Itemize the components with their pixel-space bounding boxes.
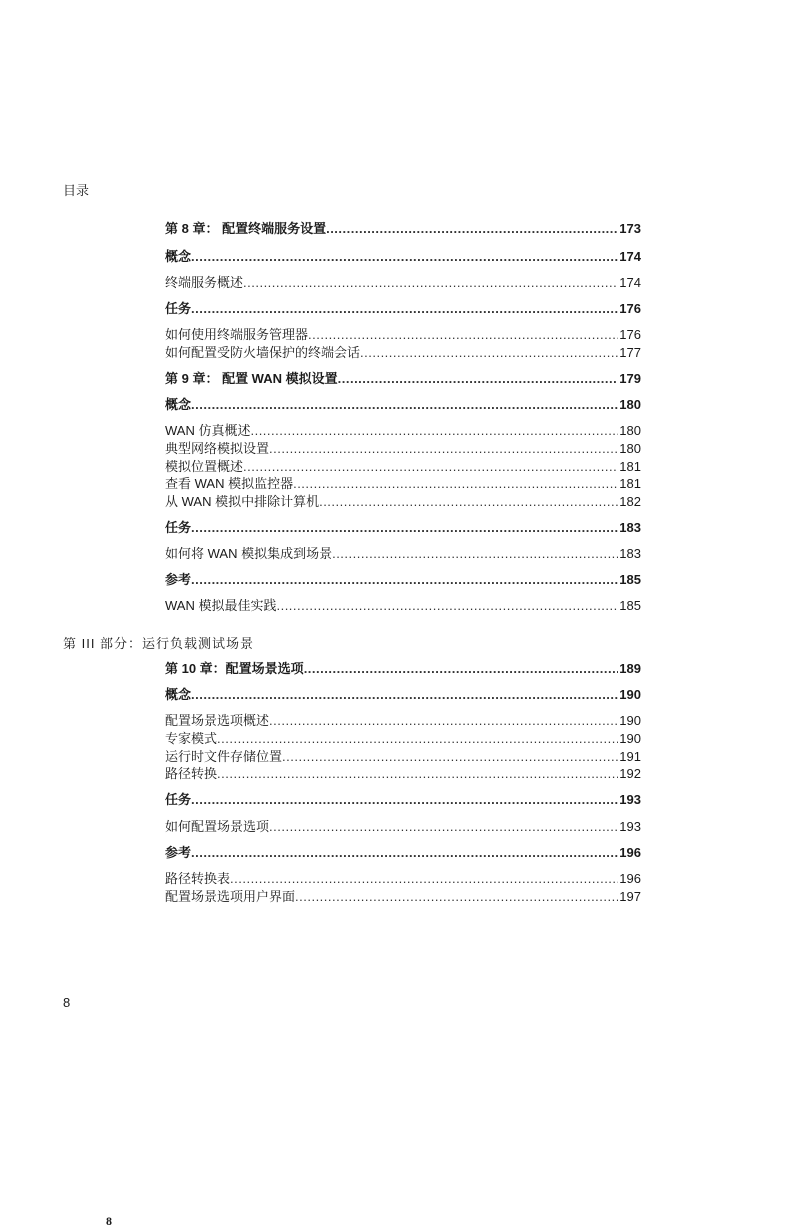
toc-entry-title: 第 8 章： 配置终端服务设置 xyxy=(165,221,327,236)
toc-entry-page: 180 xyxy=(619,441,641,456)
dot-leader xyxy=(326,221,618,237)
toc-entry-title: 终端服务概述 xyxy=(165,275,244,290)
toc-entry-title: 概念 xyxy=(165,687,192,702)
part-title: 第 III 部分：运行负载测试场景 xyxy=(63,636,255,651)
toc-entry-title: 路径转换 xyxy=(165,766,218,781)
toc-entry[interactable] xyxy=(165,476,641,492)
toc-entry-page: 192 xyxy=(619,766,641,781)
toc-entry-page: 180 xyxy=(619,397,641,412)
toc-entry[interactable] xyxy=(165,301,641,317)
dot-leader xyxy=(191,792,618,808)
toc-entry[interactable] xyxy=(165,819,641,835)
dot-leader xyxy=(308,327,618,343)
toc-entry-page: 181 xyxy=(619,459,641,474)
dot-leader xyxy=(360,345,618,361)
toc-entry-page: 173 xyxy=(619,221,641,236)
dot-leader xyxy=(243,459,618,475)
toc-entry[interactable] xyxy=(165,249,641,265)
toc-entry[interactable] xyxy=(165,327,641,343)
dot-leader xyxy=(230,871,618,887)
toc-entry-page: 190 xyxy=(619,713,641,728)
dot-leader xyxy=(250,423,618,439)
toc-entry-title: 如何配置受防火墙保护的终端会话 xyxy=(165,345,361,360)
dot-leader xyxy=(282,749,618,765)
toc-entry-title: 配置场景选项概述 xyxy=(165,713,270,728)
dot-leader xyxy=(217,766,618,782)
dot-leader xyxy=(304,661,619,677)
dot-leader xyxy=(191,301,618,317)
dot-leader xyxy=(319,494,618,510)
toc-entry-page: 190 xyxy=(619,731,641,746)
toc-entry-page: 179 xyxy=(619,371,641,386)
dot-leader xyxy=(269,713,618,729)
dot-leader xyxy=(295,889,618,905)
toc-entry-page: 193 xyxy=(619,792,641,807)
toc-entry-title: 参考 xyxy=(165,572,192,587)
toc-entry-title: 任务 xyxy=(165,792,192,807)
dot-leader xyxy=(269,819,618,835)
toc-entry-page: 177 xyxy=(619,345,641,360)
toc-entry[interactable] xyxy=(165,397,641,413)
toc-entry-title: WAN 模拟最佳实践 xyxy=(165,598,277,613)
toc-entry[interactable] xyxy=(165,572,641,588)
toc-entry-title: 如何使用终端服务管理器 xyxy=(165,327,309,342)
dot-leader xyxy=(191,520,618,536)
toc-entry-page: 189 xyxy=(619,661,641,676)
toc-entry-page: 174 xyxy=(619,249,641,264)
toc-entry-title: 运行时文件存储位置 xyxy=(165,749,283,764)
toc-entry-page: 185 xyxy=(619,572,641,587)
toc-entry-page: 196 xyxy=(619,845,641,860)
toc-entry-title: 典型网络模拟设置 xyxy=(165,441,270,456)
toc-entry-title: 任务 xyxy=(165,301,192,316)
toc-entry[interactable] xyxy=(165,749,641,765)
toc-entry-title: 概念 xyxy=(165,249,192,264)
dot-leader xyxy=(338,371,619,387)
dot-leader xyxy=(191,397,618,413)
toc-entry[interactable] xyxy=(165,423,641,439)
toc-entry-page: 176 xyxy=(619,301,641,316)
toc-entry-title: 第 10 章：配置场景选项 xyxy=(165,661,304,676)
toc-entry-title: 配置场景选项用户界面 xyxy=(165,889,296,904)
toc-entry-title: 模拟位置概述 xyxy=(165,459,244,474)
page-number: 8 xyxy=(63,995,71,1010)
toc-entry-page: 196 xyxy=(619,871,641,886)
toc-entry-title: 如何配置场景选项 xyxy=(165,819,270,834)
bottom-page-number: 8 xyxy=(106,1214,112,1228)
dot-leader xyxy=(191,249,618,265)
toc-entry-page: 197 xyxy=(619,889,641,904)
dot-leader xyxy=(269,441,618,457)
toc-entry-title: 查看 WAN 模拟监控器 xyxy=(165,476,294,491)
toc-entry-page: 174 xyxy=(619,275,641,290)
dot-leader xyxy=(191,687,618,703)
toc-entry-page: 176 xyxy=(619,327,641,342)
toc-entry[interactable] xyxy=(165,275,641,291)
toc-entry[interactable] xyxy=(165,520,641,536)
toc-entry-page: 182 xyxy=(619,494,641,509)
dot-leader xyxy=(217,731,618,747)
toc-entry[interactable] xyxy=(165,598,641,614)
dot-leader xyxy=(243,275,618,291)
toc-entry-page: 190 xyxy=(619,687,641,702)
toc-entry[interactable] xyxy=(165,889,641,905)
toc-entry-page: 180 xyxy=(619,423,641,438)
toc-entry[interactable] xyxy=(165,731,641,747)
toc-entry-chapter-10[interactable] xyxy=(165,661,641,677)
toc-entry[interactable] xyxy=(165,871,641,887)
toc-entry-title: 如何将 WAN 模拟集成到场景 xyxy=(165,546,333,561)
toc-entry-chapter-8[interactable] xyxy=(165,221,641,237)
toc-entry-title: 概念 xyxy=(165,397,192,412)
dot-leader xyxy=(191,845,618,861)
dot-leader xyxy=(191,572,618,588)
toc-entry[interactable] xyxy=(165,845,641,861)
page-header: 目录 xyxy=(63,183,90,198)
toc-entry[interactable] xyxy=(165,792,641,808)
dot-leader xyxy=(332,546,618,562)
toc-entry[interactable] xyxy=(165,441,641,457)
toc-entry-page: 193 xyxy=(619,819,641,834)
toc-entry-title: 参考 xyxy=(165,845,192,860)
toc-entry-chapter-9[interactable] xyxy=(165,371,641,387)
toc-entry-title: 路径转换表 xyxy=(165,871,231,886)
toc-entry-title: 专家模式 xyxy=(165,731,218,746)
toc-entry-page: 181 xyxy=(619,476,641,491)
toc-entry-page: 185 xyxy=(619,598,641,613)
toc-entry[interactable] xyxy=(165,713,641,729)
toc-entry-page: 183 xyxy=(619,520,641,535)
toc-entry-page: 191 xyxy=(619,749,641,764)
toc-entry-page: 183 xyxy=(619,546,641,561)
toc-entry[interactable] xyxy=(165,766,641,782)
toc-entry[interactable] xyxy=(165,687,641,703)
toc-entry[interactable] xyxy=(165,494,641,510)
toc-entry[interactable] xyxy=(165,459,641,475)
toc-entry-title: 任务 xyxy=(165,520,192,535)
toc-entry-title: 第 9 章： 配置 WAN 模拟设置 xyxy=(165,371,338,386)
toc-entry-title: 从 WAN 模拟中排除计算机 xyxy=(165,494,320,509)
toc-entry[interactable] xyxy=(165,546,641,562)
toc-entry-title: WAN 仿真概述 xyxy=(165,423,251,438)
dot-leader xyxy=(276,598,618,614)
dot-leader xyxy=(293,476,618,492)
toc-entry[interactable] xyxy=(165,345,641,361)
